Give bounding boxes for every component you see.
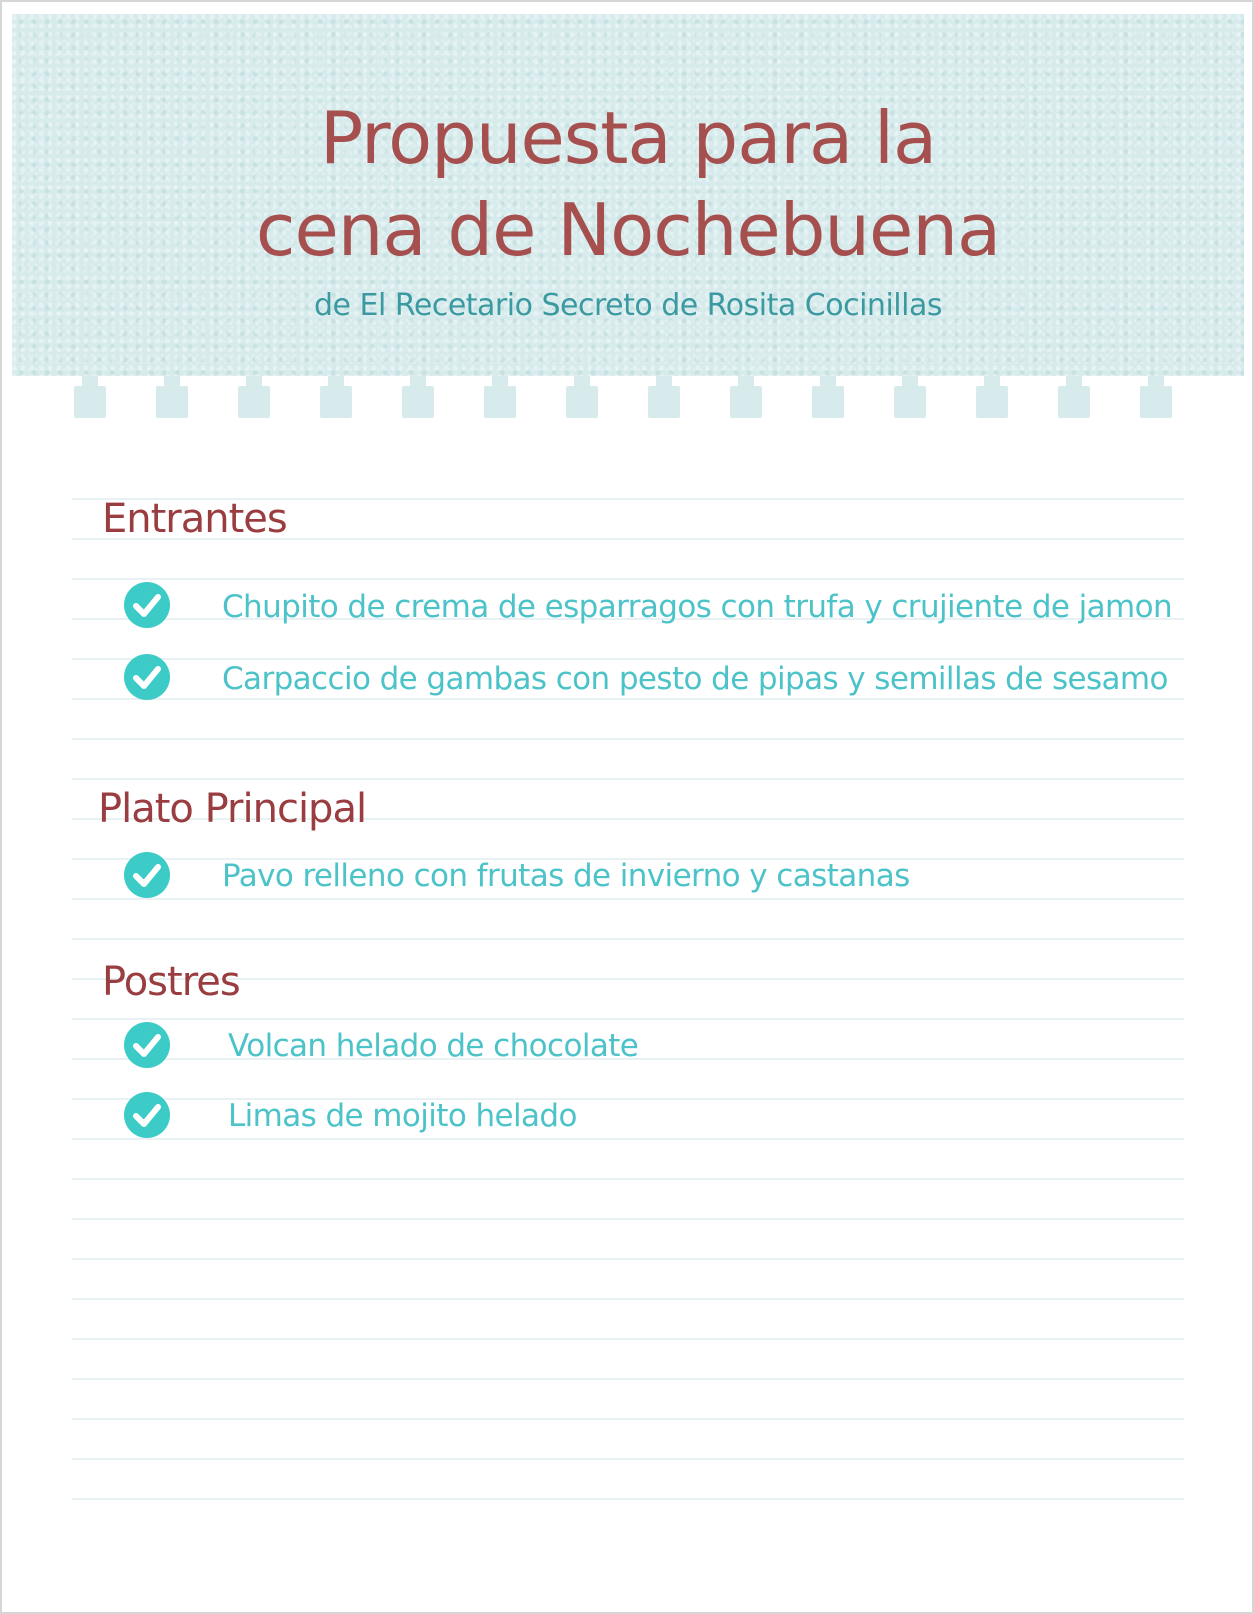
menu-item: Chupito de crema de esparragos con trufa y crujiente de jamon — [222, 589, 1173, 625]
notebook-tab-icon — [976, 376, 1008, 418]
title-line-2: cena de Nochebuena — [255, 188, 1001, 272]
section-heading-postres: Postres — [102, 959, 240, 1005]
notebook-tab-icon — [894, 376, 926, 418]
notebook-tab-icon — [648, 376, 680, 418]
notebook-tab-icon — [156, 376, 188, 418]
check-circle-icon — [124, 852, 170, 898]
notebook-tab-icon — [730, 376, 762, 418]
menu-item: Pavo relleno con frutas de invierno y castanas — [222, 858, 910, 894]
notebook-tab-icon — [238, 376, 270, 418]
menu-item: Volcan helado de chocolate — [228, 1028, 639, 1064]
header-banner — [12, 14, 1244, 376]
section-heading-entrantes: Entrantes — [102, 496, 287, 542]
notebook-tabs — [2, 376, 1254, 422]
subtitle: de El Recetario Secreto de Rosita Cocinillas — [314, 288, 942, 323]
notebook-tab-icon — [566, 376, 598, 418]
check-circle-icon — [124, 1092, 170, 1138]
notebook-tab-icon — [1058, 376, 1090, 418]
notebook-tab-icon — [812, 376, 844, 418]
notebook-tab-icon — [484, 376, 516, 418]
notebook-tab-icon — [74, 376, 106, 418]
check-circle-icon — [124, 1022, 170, 1068]
menu-item: Limas de mojito helado — [228, 1098, 577, 1134]
notebook-tab-icon — [1140, 376, 1172, 418]
section-heading-plato-principal: Plato Principal — [98, 786, 367, 832]
check-circle-icon — [124, 654, 170, 700]
check-circle-icon — [124, 582, 170, 628]
notebook-tab-icon — [402, 376, 434, 418]
title-line-1: Propuesta para la — [319, 96, 937, 180]
menu-item: Carpaccio de gambas con pesto de pipas y semillas de sesamo — [222, 661, 1168, 697]
notebook-tab-icon — [320, 376, 352, 418]
